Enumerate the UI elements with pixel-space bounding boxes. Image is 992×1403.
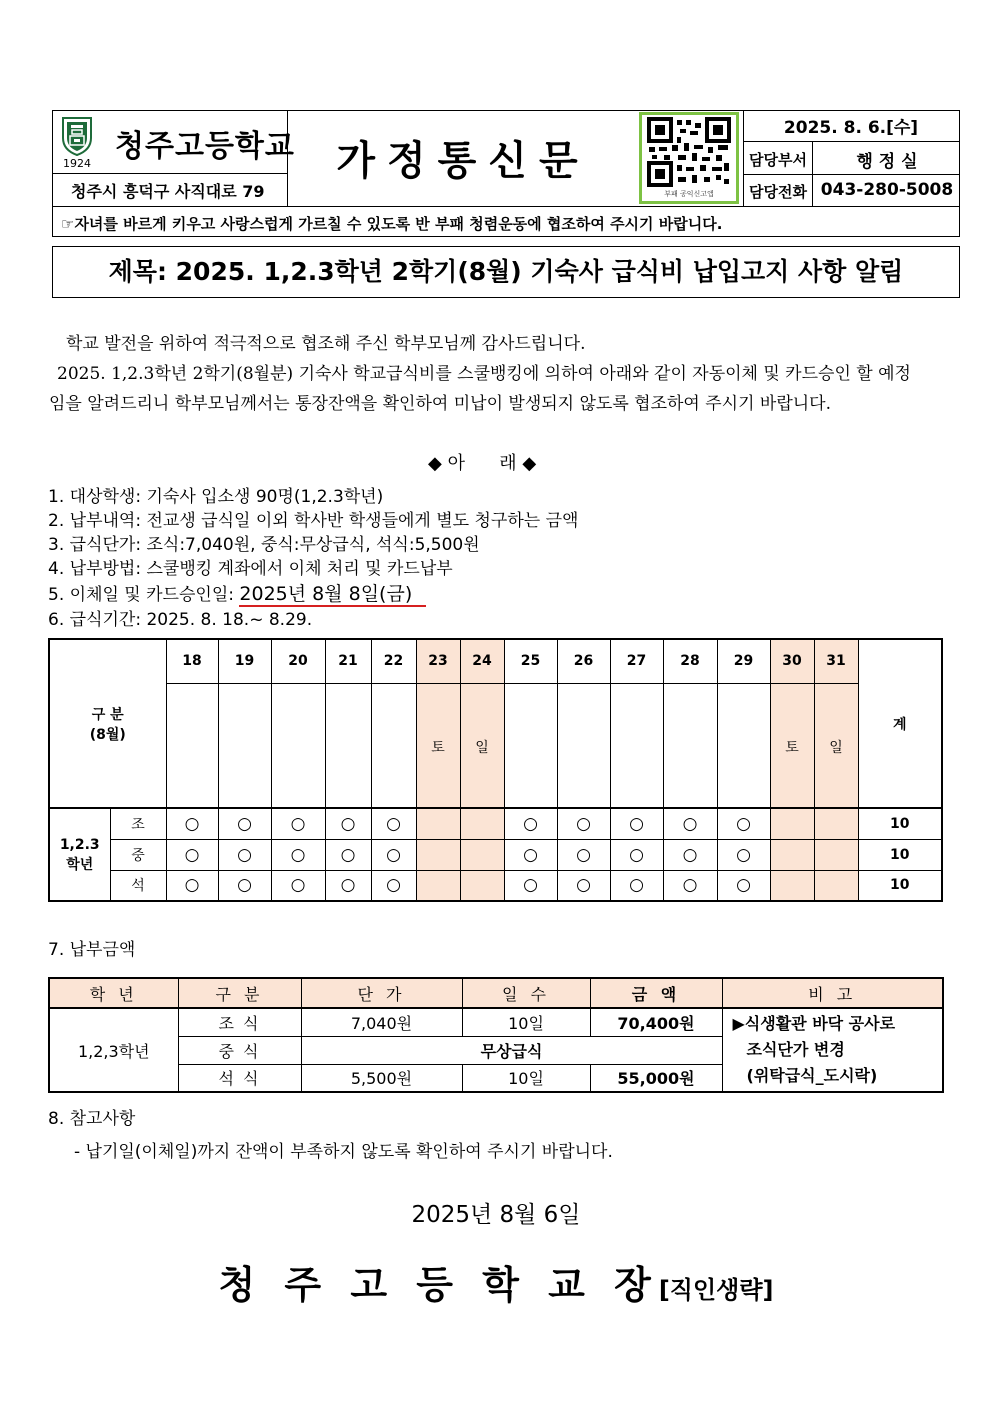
grade-group-label: 1,2.3 학년 [49,808,110,901]
below-marker: ◆ 아 래 ◆ [428,453,537,474]
meal-mark: ○ [371,839,416,870]
meal-mark: ○ [371,870,416,901]
dept-label: 담당부서 [749,151,807,169]
weekday-label: 일 [460,683,504,808]
grade-cell: 1,2,3학년 [49,1008,178,1092]
meal-mark: ○ [557,839,610,870]
meal-mark [814,839,858,870]
category-label: 구 분 [91,706,124,723]
qr-code [639,112,739,204]
unit-price: 7,040원 [301,1008,462,1036]
day-header: 20 [271,639,325,683]
day-header: 31 [814,639,858,683]
day-header: 21 [325,639,371,683]
meal-mark [460,808,504,839]
item-key: 대상학생 [69,487,136,507]
seal-note: [직인생략] [658,1276,774,1304]
divider [53,173,287,174]
meal-mark: ○ [717,870,770,901]
reference-text: - 납기일(이체일)까지 잔액이 부족하지 않도록 확인하여 주시기 바랍니다. [74,1142,613,1162]
meal-mark: ○ [166,839,218,870]
meal-mark: ○ [717,839,770,870]
item-6 [48,608,312,632]
intro-line-1: 학교 발전을 위하여 적극적으로 협조해 주신 학부모님께 감사드립니다. [66,334,586,354]
day-header: 19 [218,639,271,683]
meal-total: 10 [858,808,942,839]
item-value: : 스쿨뱅킹 계좌에서 이체 처리 및 카드납부 [135,559,453,579]
header-remarks: 비 고 [722,978,943,1008]
item-1 [48,485,383,509]
meal-days: 10일 [462,1064,590,1092]
day-header: 24 [460,639,504,683]
meal-type: 중 식 [178,1036,301,1064]
meal-name: 중 [110,839,166,870]
issue-date: 2025. 8. 6.[수] [783,118,919,138]
subject-title: 제목: 2025. 1,2.3학년 2학기(8월) 기숙사 급식비 납입고지 사항 알림 [52,246,960,298]
item-key: 급식단가 [69,535,136,555]
meal-mark: ○ [557,870,610,901]
meal-row-dinner [49,870,942,901]
meal-mark [416,870,460,901]
meal-mark [814,808,858,839]
day-header: 22 [371,639,416,683]
meal-mark: ○ [325,870,371,901]
meal-mark: ○ [663,870,717,901]
meal-mark: ○ [271,870,325,901]
meal-mark: ○ [325,808,371,839]
meal-mark: ○ [610,808,663,839]
divider [743,111,744,206]
meal-mark: ○ [504,808,557,839]
transfer-date: 2025년 8월 8일(금) [239,583,426,607]
divider [743,141,959,142]
meal-mark [770,839,814,870]
remarks-cell [722,1008,943,1092]
weekday-label: 토 [770,683,814,808]
header-amount: 금 액 [590,978,722,1008]
month-label: (8월) [89,726,126,743]
day-header: 27 [610,639,663,683]
header-days: 일 수 [462,978,590,1008]
meal-row-breakfast [49,808,942,839]
meal-mark [770,870,814,901]
meal-mark: ○ [218,839,271,870]
meal-mark [770,808,814,839]
meal-name: 조 [110,808,166,839]
doc-title: 가정통신문 [336,138,590,184]
school-address: 청주시 흥덕구 사직대로 79 [71,182,265,201]
unit-price: 5,500원 [301,1064,462,1092]
header-grade: 학 년 [49,978,178,1008]
meal-mark: ○ [717,808,770,839]
meal-mark: ○ [271,808,325,839]
remark-line: 조식단가 변경 [746,1040,845,1059]
divider [812,141,813,206]
meal-mark: ○ [610,870,663,901]
divider [743,174,959,175]
meal-row-lunch [49,839,942,870]
meal-mark [460,870,504,901]
item-value: : 전교생 급식일 이외 학사반 학생들에게 별도 청구하는 금액 [135,511,579,531]
meal-days: 10일 [462,1008,590,1036]
item-value: : [228,585,240,605]
item-value: : 2025. 8. 18.~ 8.29. [135,610,313,630]
day-header: 30 [770,639,814,683]
meal-mark: ○ [504,839,557,870]
meal-amount: 70,400원 [590,1008,722,1036]
meal-mark [416,839,460,870]
item-num: 1. [48,487,65,507]
item-num: 2. [48,511,65,531]
principal-signature [0,1254,992,1309]
meal-type: 조 식 [178,1008,301,1036]
day-header: 18 [166,639,218,683]
weekday-label: 일 [814,683,858,808]
meal-mark: ○ [166,808,218,839]
meal-mark: ○ [610,839,663,870]
item-3 [48,533,480,557]
intro-line-2: 2025. 1,2.3학년 2학기(8월분) 기숙사 학교급식비를 스쿨뱅킹에 의하여 아래와 같이 자동이체 및 카드승인 할 예정 [57,364,911,384]
meal-mark: ○ [663,839,717,870]
item-value: : 조식:7,040원, 중식:무상급식, 석식:5,500원 [135,535,480,555]
phone-value: 043-280-5008 [820,180,954,200]
meal-total: 10 [858,839,942,870]
qr-caption: 부패 공익신고앱 [664,190,714,198]
item-key: 납부내역 [69,511,136,531]
letterhead [52,110,960,237]
meal-name: 석 [110,870,166,901]
meal-mark [416,808,460,839]
day-header: 26 [557,639,610,683]
remark-line: ▶식생활관 바닥 공사로 [732,1014,896,1033]
payment-section-title: 7. 납부금액 [48,940,136,960]
school-emblem-icon [59,116,95,156]
meal-total: 10 [858,870,942,901]
meal-mark [814,870,858,901]
item-num: 4. [48,559,65,579]
meal-mark: ○ [663,808,717,839]
day-header: 28 [663,639,717,683]
meal-type: 석 식 [178,1064,301,1092]
item-key: 이체일 및 카드승인일 [69,585,229,605]
meal-mark: ○ [271,839,325,870]
category-header [49,639,166,808]
item-key: 납부방법 [69,559,136,579]
item-num: 5. [48,585,65,605]
reference-title: 8. 참고사항 [48,1109,136,1129]
principal-name: 청 주 고 등 학 교 장 [218,1263,659,1307]
intro-line-3: 임을 알려드리니 학부모님께서는 통장잔액을 확인하여 미납이 발생되지 않도록 협조하여 주시기 바랍니다. [49,394,832,414]
item-num: 6. [48,610,65,630]
header-category: 구 분 [178,978,301,1008]
meal-mark: ○ [557,808,610,839]
item-2 [48,509,578,533]
item-4 [48,557,453,581]
free-meal: 무상급식 [301,1036,722,1064]
item-num: 3. [48,535,65,555]
meal-mark: ○ [218,808,271,839]
meal-schedule-table [48,638,943,902]
weekday-label: 토 [416,683,460,808]
header-unit-price: 단 가 [301,978,462,1008]
meal-mark: ○ [166,870,218,901]
remark-line: (위탁급식_도시락) [746,1066,878,1085]
meal-mark: ○ [371,808,416,839]
phone-label: 담당전화 [749,183,807,201]
meal-mark [460,839,504,870]
school-year: 1924 [63,157,91,170]
footer-date: 2025년 8월 6일 [411,1202,581,1228]
meal-mark: ○ [504,870,557,901]
meal-amount: 55,000원 [590,1064,722,1092]
anti-corruption-pledge: ☞자녀를 바르게 키우고 사랑스럽게 가르칠 수 있도록 반 부패 청렴운동에 협조하여 주시기 바랍니다. [61,215,723,233]
item-key: 급식기간 [69,610,136,630]
day-header: 29 [717,639,770,683]
meal-mark: ○ [325,839,371,870]
day-header: 23 [416,639,460,683]
dept-value: 행 정 실 [856,152,918,172]
item-value: : 기숙사 입소생 90명(1,2.3학년) [135,487,384,507]
meal-mark: ○ [218,870,271,901]
total-header: 계 [858,639,942,808]
item-5 [48,582,426,607]
divider [53,206,959,207]
school-name: 청주고등학교 [115,129,295,164]
payment-table [48,977,944,1093]
day-header: 25 [504,639,557,683]
